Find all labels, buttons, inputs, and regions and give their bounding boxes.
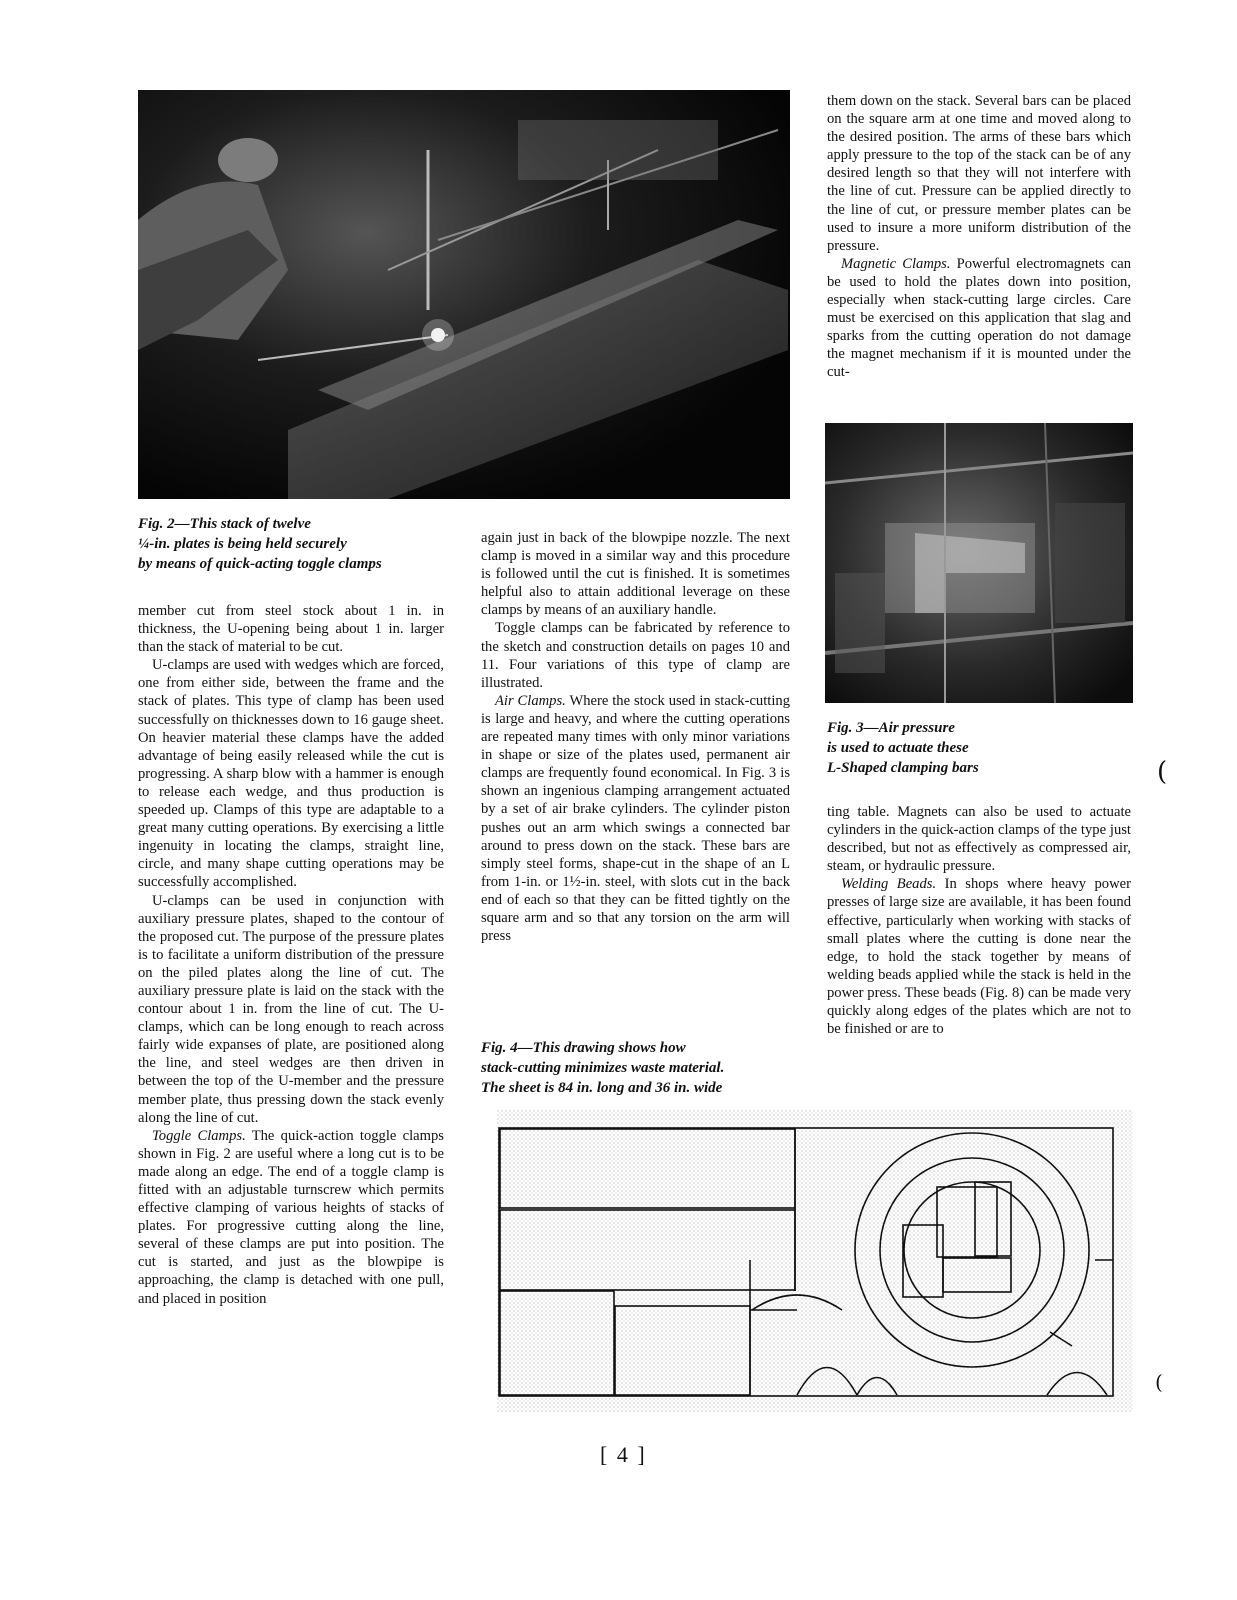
paragraph-text: Powerful electromagnets can be used to hold the plates down into position, especially when stack-cutting large circles. Care must be exercised on this application that slag and sparks from the cutting operation do not damage the magnet mechanism if it is mounted under the cut- [827,255,1131,381]
paragraph: U-clamps are used with wedges which are forced, one from either side, between the frame and the stack of plates. This type of clamp has been used successfully on thicknesses down to 16 gauge sheet. On heavier material these clamps have the added advantage of being easily released while the cut is progressing. A sharp blow with a hammer is enough to release each wedge, and thus production is speeded up. Clamps of this type are adaptable to a great many cutting operations. By exercising a little ingenuity in locating the clamps, straight line, circle, and many shape cutting operations may be successfully accomplished. [138,657,444,891]
fig2-caption-line: by means of quick-acting toggle clamps [138,556,382,572]
paragraph: them down on the stack. Several bars can be placed on the square arm at one time and moved along to the desired position. The arms of these bars which apply pressure to the top of the stack can be of any desired length so that they will not interfere with the line of cut. Pressure can be applied directly to the line of cut, or pressure member plates can be used to insure a more uniform distribution of the pressure. [827,93,1131,254]
fig4-caption-line: stack-cutting minimizes waste material. [481,1060,725,1076]
fig3-caption [827,718,1127,778]
column-3-top [827,92,1131,382]
paragraph: member cut from steel stock about 1 in. in thickness, the U-opening being about 1 in. larger than the stack of material to be cut. [138,603,444,656]
run-in-heading: Welding Beads. [841,876,937,893]
fig4-drawing [497,1110,1133,1412]
column-1 [138,602,444,1308]
margin-mark: ( [1157,757,1168,787]
paragraph-text: Where the stock used in stack-cutting is large and heavy, and where the cutting operations are repeated many times with only minor variations in shape or size of the plates used, permanent air clamps are frequently found economical. In Fig. 3 is shown an ingenious clamping arrangement actuated by a set of air brake cylinders. The cylinder piston pushes out an arm which swings a connected bar around to press down on the stack. These bars are simply steel forms, shape-cut in the shape of an L from 1-in. or 1½-in. steel, with slots cut in the back end of each so that they can be fitted tightly on the square arm and so that any torsion on the arm will press [481,692,790,945]
paragraph: ting table. Magnets can also be used to actuate cylinders in the quick-action clamps of the type just described, but not as effectively as compressed air, steam, or hydraulic pressure. [827,804,1131,875]
run-in-heading: Magnetic Clamps. [841,255,951,272]
fig2-photo [138,90,790,499]
fig4-caption-line: The sheet is 84 in. long and 36 in. wide [481,1080,723,1096]
paragraph-text: In shops where heavy power presses of large size are available, it has been found effective, particularly when working with stacks of small plates where the cutting is done near the edge, to hold the stack together by means of welding beads applied while the stack is held in the power press. These beads (Fig. 8) can be made very quickly along edges of the plates which are not to be finished or are to [827,876,1131,1038]
page-number: [ 4 ] [600,1442,647,1467]
fig4-caption [481,1038,801,1098]
margin-mark: ( [1155,1370,1163,1394]
fig2-caption-line: ¼-in. plates is being held securely [138,536,347,552]
paragraph [827,875,1131,1038]
run-in-heading: Toggle Clamps. [152,1127,246,1144]
paragraph: U-clamps can be used in conjunction with auxiliary pressure plates, shaped to the contour of the proposed cut. The purpose of the pressure plates is to facilitate a uniform distribution of the pressure on the piled plates along the line of cut. The auxiliary pressure plate is laid on the stack with the contour about 1 in. from the line of cut. The U-clamps, which can be long enough to reach across fairly wide expanses of plate, are positioned along the line, and steel wedges are then driven in between the top of the U-member and the pressure member plate, thus pressing down the stack evenly along the line of cut. [138,892,444,1126]
paragraph [827,255,1131,382]
run-in-heading: Air Clamps. [495,692,566,709]
paragraph: Toggle clamps can be fabricated by reference to the sketch and construction details on pages 10 and 11. Four variations of this type of clamp are illustrated. [481,620,790,691]
paragraph [138,1127,444,1308]
fig3-photo [825,423,1133,703]
fig2-caption-line: Fig. 2—This stack of twelve [138,516,311,532]
paragraph [481,692,790,945]
paragraph: again just in back of the blowpipe nozzle. The next clamp is moved in a similar way and this procedure is followed until the cut is finished. It is sometimes helpful also to attain additional leverage on these clamps by means of an auxiliary handle. [481,530,790,619]
fig3-caption-line: is used to actuate these [827,740,969,756]
fig4-caption-line: Fig. 4—This drawing shows how [481,1040,686,1056]
paragraph-text: The quick-action toggle clamps shown in Fig. 2 are useful where a long cut is to be made along an edge. The end of a toggle clamp is fitted with an adjustable turnscrew which permits effective clamping of various heights of stacks of plates. For progressive cutting along the line, several of these clamps are put into position. The cut is started, and just as the blowpipe is approaching, the clamp is detached with one pull, and placed in position [138,1127,444,1307]
fig3-caption-line: L-Shaped clamping bars [827,760,979,776]
fig2-caption [138,514,468,574]
column-2 [481,529,790,945]
column-3-bottom [827,803,1131,1038]
fig3-caption-line: Fig. 3—Air pressure [827,720,955,736]
